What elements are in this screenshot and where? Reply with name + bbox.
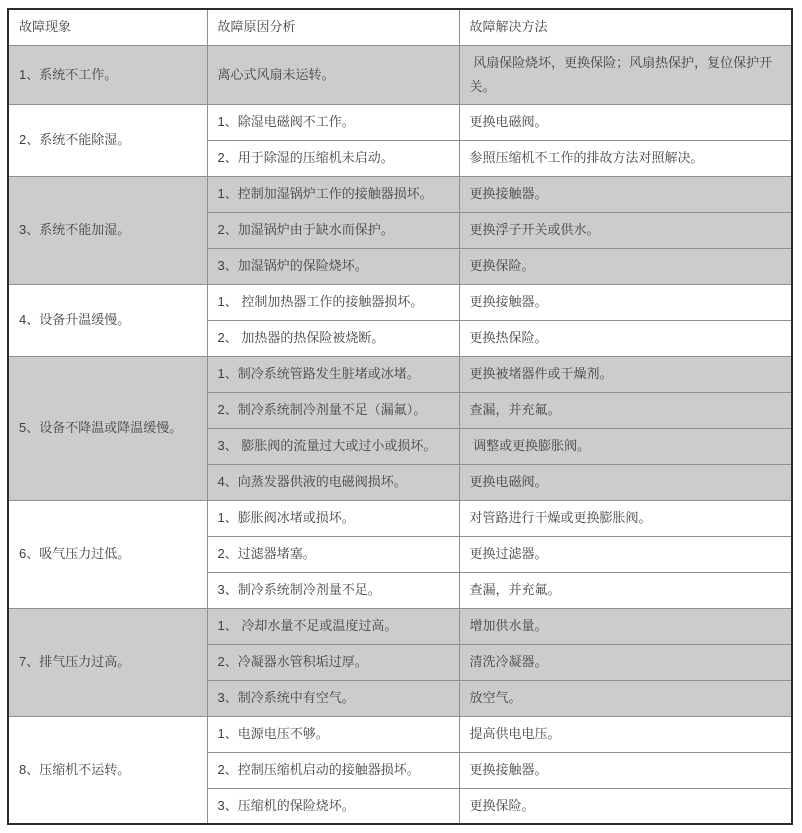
solution-cell: 对管路进行干燥或更换膨胀阀。 bbox=[459, 500, 792, 536]
fault-troubleshooting-table bbox=[7, 8, 793, 825]
table-row bbox=[8, 104, 792, 140]
solution-cell: 参照压缩机不工作的排故方法对照解决。 bbox=[459, 140, 792, 176]
cause-cell: 1、电源电压不够。 bbox=[207, 716, 459, 752]
cause-cell: 1、 冷却水量不足或温度过高。 bbox=[207, 608, 459, 644]
cause-cell: 2、冷凝器水管积垢过厚。 bbox=[207, 644, 459, 680]
table-row bbox=[8, 500, 792, 536]
solution-cell: 更换保险。 bbox=[459, 788, 792, 824]
cause-cell: 离心式风扇未运转。 bbox=[207, 45, 459, 104]
cause-cell: 2、 加热器的热保险被烧断。 bbox=[207, 320, 459, 356]
phenomenon-cell: 8、压缩机不运转。 bbox=[8, 716, 207, 824]
cause-cell: 3、制冷系统中有空气。 bbox=[207, 680, 459, 716]
solution-cell: 清洗冷凝器。 bbox=[459, 644, 792, 680]
cause-cell: 3、 膨胀阀的流量过大或过小或损坏。 bbox=[207, 428, 459, 464]
solution-cell: 更换电磁阀。 bbox=[459, 464, 792, 500]
table-row bbox=[8, 176, 792, 212]
phenomenon-cell: 3、系统不能加湿。 bbox=[8, 176, 207, 284]
cause-cell: 2、控制压缩机启动的接触器损坏。 bbox=[207, 752, 459, 788]
table-row bbox=[8, 284, 792, 320]
table-row bbox=[8, 45, 792, 104]
solution-cell: 提高供电电压。 bbox=[459, 716, 792, 752]
table-body bbox=[8, 45, 792, 824]
solution-cell: 更换接触器。 bbox=[459, 176, 792, 212]
cause-cell: 1、控制加湿锅炉工作的接触器损坏。 bbox=[207, 176, 459, 212]
solution-cell: 调整或更换膨胀阀。 bbox=[459, 428, 792, 464]
solution-cell: 更换保险。 bbox=[459, 248, 792, 284]
solution-cell: 更换热保险。 bbox=[459, 320, 792, 356]
table-row bbox=[8, 716, 792, 752]
solution-cell: 更换过滤器。 bbox=[459, 536, 792, 572]
solution-cell: 查漏，并充氟。 bbox=[459, 392, 792, 428]
solution-cell: 查漏，并充氟。 bbox=[459, 572, 792, 608]
header-fault-phenomenon: 故障现象 bbox=[8, 9, 207, 45]
cause-cell: 2、用于除湿的压缩机未启动。 bbox=[207, 140, 459, 176]
cause-cell: 2、制冷系统制冷剂量不足（漏氟）。 bbox=[207, 392, 459, 428]
cause-cell: 2、加湿锅炉由于缺水而保护。 bbox=[207, 212, 459, 248]
solution-cell: 更换被堵器件或干燥剂。 bbox=[459, 356, 792, 392]
phenomenon-cell: 5、设备不降温或降温缓慢。 bbox=[8, 356, 207, 500]
solution-cell: 更换浮子开关或供水。 bbox=[459, 212, 792, 248]
table-row bbox=[8, 608, 792, 644]
solution-cell: 放空气。 bbox=[459, 680, 792, 716]
cause-cell: 1、除湿电磁阀不工作。 bbox=[207, 104, 459, 140]
header-fault-solution: 故障解决方法 bbox=[459, 9, 792, 45]
table-header bbox=[8, 9, 792, 45]
cause-cell: 1、 控制加热器工作的接触器损坏。 bbox=[207, 284, 459, 320]
phenomenon-cell: 1、系统不工作。 bbox=[8, 45, 207, 104]
phenomenon-cell: 6、吸气压力过低。 bbox=[8, 500, 207, 608]
phenomenon-cell: 2、系统不能除湿。 bbox=[8, 104, 207, 176]
phenomenon-cell: 7、排气压力过高。 bbox=[8, 608, 207, 716]
table-row bbox=[8, 356, 792, 392]
cause-cell: 3、加湿锅炉的保险烧坏。 bbox=[207, 248, 459, 284]
cause-cell: 1、制冷系统管路发生脏堵或冰堵。 bbox=[207, 356, 459, 392]
cause-cell: 1、膨胀阀冰堵或损坏。 bbox=[207, 500, 459, 536]
solution-cell: 增加供水量。 bbox=[459, 608, 792, 644]
header-row bbox=[8, 9, 792, 45]
cause-cell: 2、过滤器堵塞。 bbox=[207, 536, 459, 572]
solution-cell: 风扇保险烧坏，更换保险；风扇热保护，复位保护开关。 bbox=[459, 45, 792, 104]
solution-cell: 更换接触器。 bbox=[459, 284, 792, 320]
cause-cell: 3、制冷系统制冷剂量不足。 bbox=[207, 572, 459, 608]
phenomenon-cell: 4、设备升温缓慢。 bbox=[8, 284, 207, 356]
header-fault-cause-analysis: 故障原因分析 bbox=[207, 9, 459, 45]
cause-cell: 4、向蒸发器供液的电磁阀损坏。 bbox=[207, 464, 459, 500]
cause-cell: 3、压缩机的保险烧坏。 bbox=[207, 788, 459, 824]
solution-cell: 更换接触器。 bbox=[459, 752, 792, 788]
solution-cell: 更换电磁阀。 bbox=[459, 104, 792, 140]
